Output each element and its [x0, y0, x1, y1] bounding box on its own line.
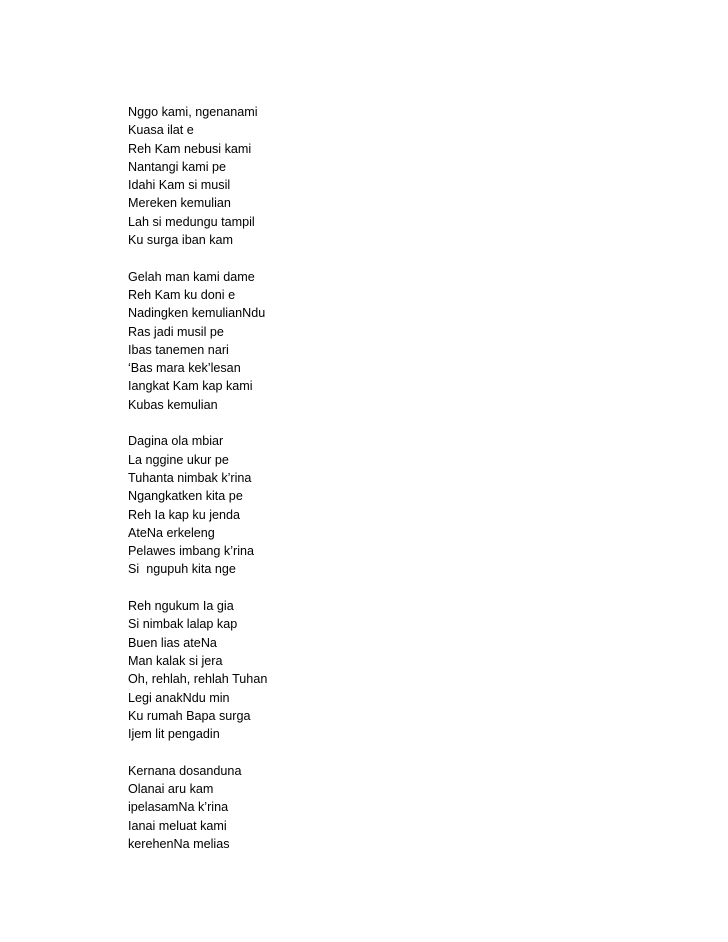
poem-line: Ngangkatken kita pe [128, 489, 243, 504]
poem-line: Kuasa ilat e [128, 123, 194, 138]
poem-line: Iangkat Kam kap kami [128, 379, 253, 394]
poem-line: Si ngupuh kita nge [128, 562, 236, 577]
poem-line: Si nimbak lalap kap [128, 617, 238, 632]
poem-line: Nggo kami, ngenanami [128, 105, 258, 119]
poem-line: Reh Kam nebusi kami [128, 141, 252, 156]
poem-line: Ku surga iban kam [128, 233, 234, 248]
stanza-2 [128, 268, 608, 414]
poem-line: Legi anakNdu min [128, 690, 230, 705]
poem-line: Reh Kam ku doni e [128, 287, 236, 302]
stanza-3 [128, 432, 608, 578]
poem-line: Kubas kemulian [128, 397, 218, 412]
poem-line: Ianai meluat kami [128, 818, 227, 833]
stanza-1 [128, 103, 608, 249]
poem-line: Buen lias ateNa [128, 635, 217, 650]
poem-line: Mereken kemulian [128, 196, 231, 211]
poem-text [128, 103, 608, 871]
poem-line: Nadingken kemulianNdu [128, 306, 266, 321]
poem-line: La nggine ukur pe [128, 452, 229, 467]
poem-line: Pelawes imbang k’rina [128, 544, 254, 559]
poem-line: Ras jadi musil pe [128, 324, 224, 339]
poem-line: Reh Ia kap ku jenda [128, 507, 241, 522]
poem-line: ‘Bas mara kek’lesan [128, 361, 241, 376]
poem-line: Olanai aru kam [128, 781, 214, 796]
poem-line: Ibas tanemen nari [128, 342, 229, 357]
poem-line: kerehenNa melias [128, 836, 230, 851]
poem-line: Oh, rehlah, rehlah Tuhan [128, 672, 268, 687]
poem-line: Ijem lit pengadin [128, 727, 220, 742]
poem-line: Kernana dosanduna [128, 763, 242, 778]
poem-line: Lah si medungu tampil [128, 214, 255, 229]
poem-line: Man kalak si jera [128, 653, 223, 668]
poem-line: Gelah man kami dame [128, 269, 255, 284]
poem-line: ipelasamNa k’rina [128, 800, 229, 815]
poem-line: Idahi Kam si musil [128, 178, 231, 193]
poem-line: Nantangi kami pe [128, 159, 227, 174]
poem-line: Reh ngukum Ia gia [128, 599, 234, 614]
poem-line: Ku rumah Bapa surga [128, 708, 251, 723]
poem-line: Tuhanta nimbak k’rina [128, 470, 252, 485]
stanza-5 [128, 762, 608, 853]
stanza-4 [128, 597, 608, 743]
poem-line: AteNa erkeleng [128, 525, 215, 540]
poem-line: Dagina ola mbiar [128, 434, 224, 449]
